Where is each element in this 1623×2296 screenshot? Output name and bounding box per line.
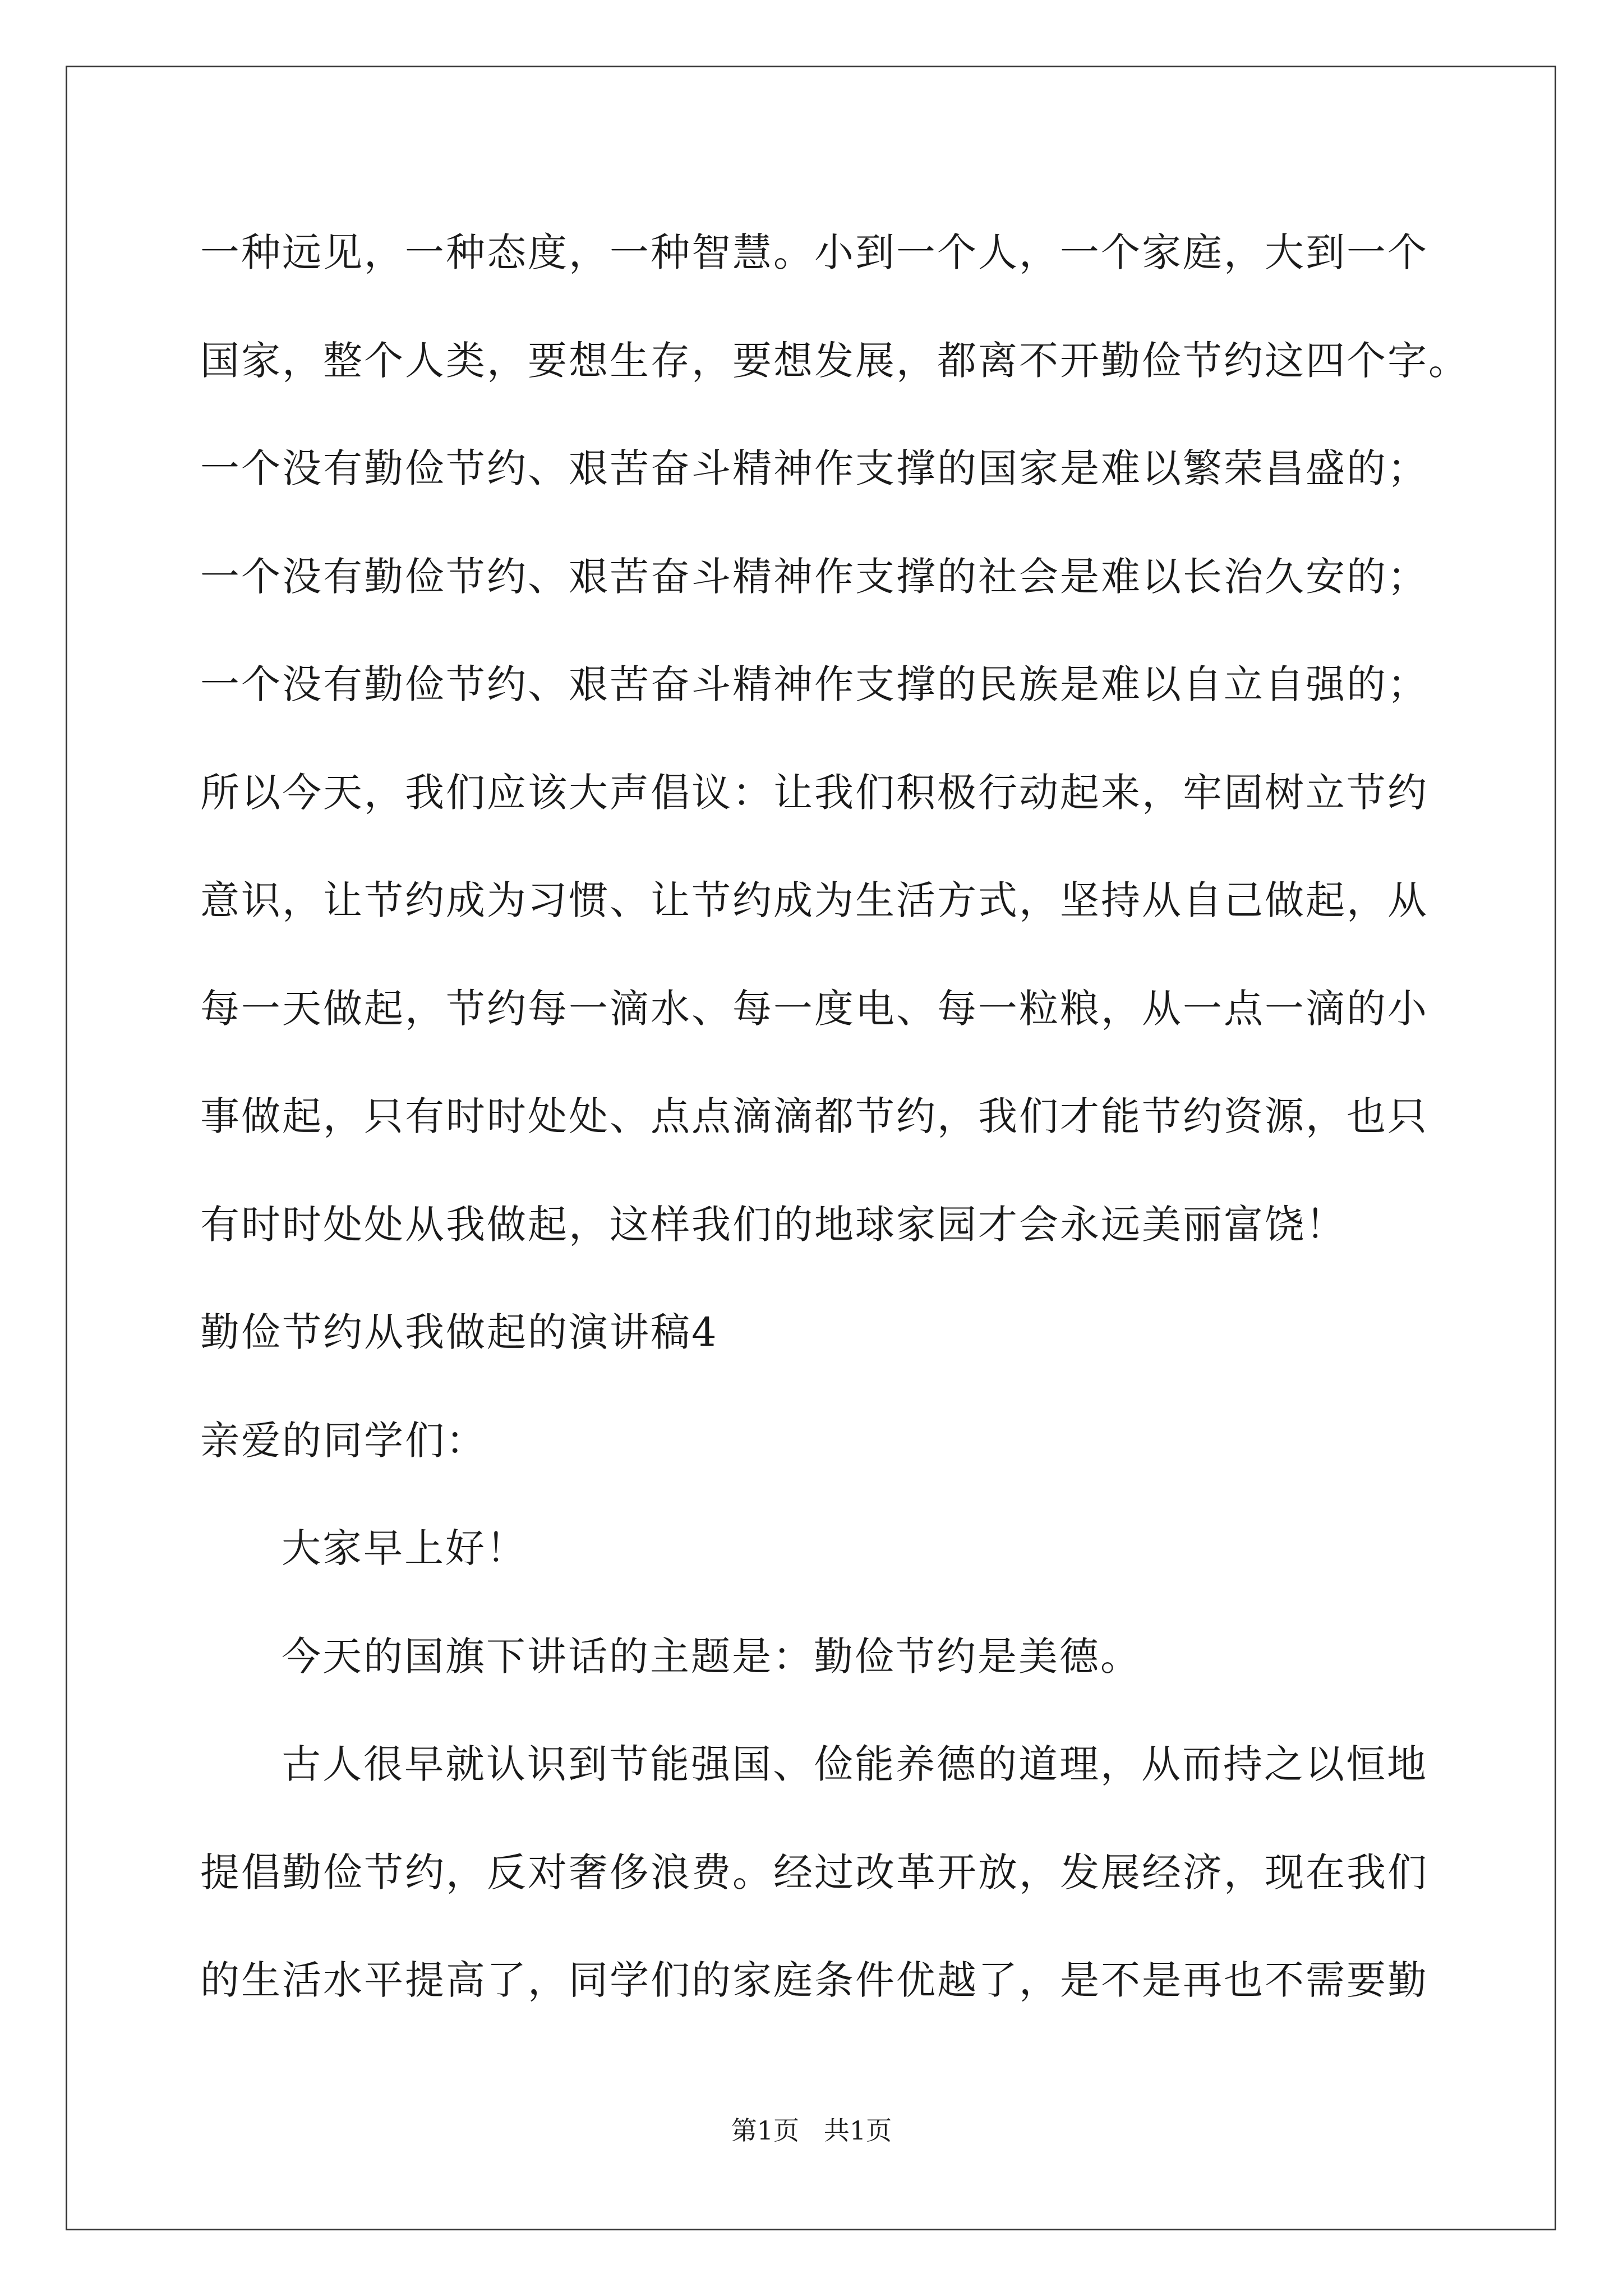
text-line: 每一天做起，节约每一滴水、每一度电、每一粒粮，从一点一滴的小 <box>200 986 1428 1032</box>
text-line: 意识，让节约成为习惯、让节约成为生活方式，坚持从自己做起，从 <box>200 877 1428 923</box>
page-border <box>66 66 1556 2230</box>
section-heading: 勤俭节约从我做起的演讲稿4 <box>200 1309 718 1355</box>
text-line: 今天的国旗下讲话的主题是：勤俭节约是美德。 <box>282 1634 1141 1680</box>
greeting: 大家早上好！ <box>282 1525 527 1571</box>
text-line: 事做起，只有时时处处、点点滴滴都节约，我们才能节约资源，也只 <box>200 1093 1428 1139</box>
text-line: 一种远见，一种态度，一种智慧。小到一个人，一个家庭，大到一个 <box>200 229 1428 275</box>
text-line: 的生活水平提高了，同学们的家庭条件优越了，是不是再也不需要勤 <box>200 1957 1428 2003</box>
text-line: 提倡勤俭节约，反对奢侈浪费。经过改革开放，发展经济，现在我们 <box>200 1849 1428 1895</box>
text-line: 一个没有勤俭节约、艰苦奋斗精神作支撑的社会是难以长治久安的； <box>200 554 1428 600</box>
salutation: 亲爱的同学们： <box>200 1418 487 1464</box>
text-line: 古人很早就认识到节能强国、俭能养德的道理，从而持之以恒地 <box>282 1741 1428 1787</box>
text-line: 有时时处处从我做起，这样我们的地球家园才会永远美丽富饶！ <box>200 1202 1347 1248</box>
text-line: 所以今天，我们应该大声倡议：让我们积极行动起来，牢固树立节约 <box>200 770 1428 816</box>
text-line: 一个没有勤俭节约、艰苦奋斗精神作支撑的民族是难以自立自强的； <box>200 661 1428 707</box>
page-number: 第1页 共1页 <box>731 2115 892 2146</box>
text-line: 一个没有勤俭节约、艰苦奋斗精神作支撑的国家是难以繁荣昌盛的； <box>200 445 1428 491</box>
text-line: 国家，整个人类，要想生存，要想发展，都离不开勤俭节约这四个字。 <box>200 338 1469 384</box>
